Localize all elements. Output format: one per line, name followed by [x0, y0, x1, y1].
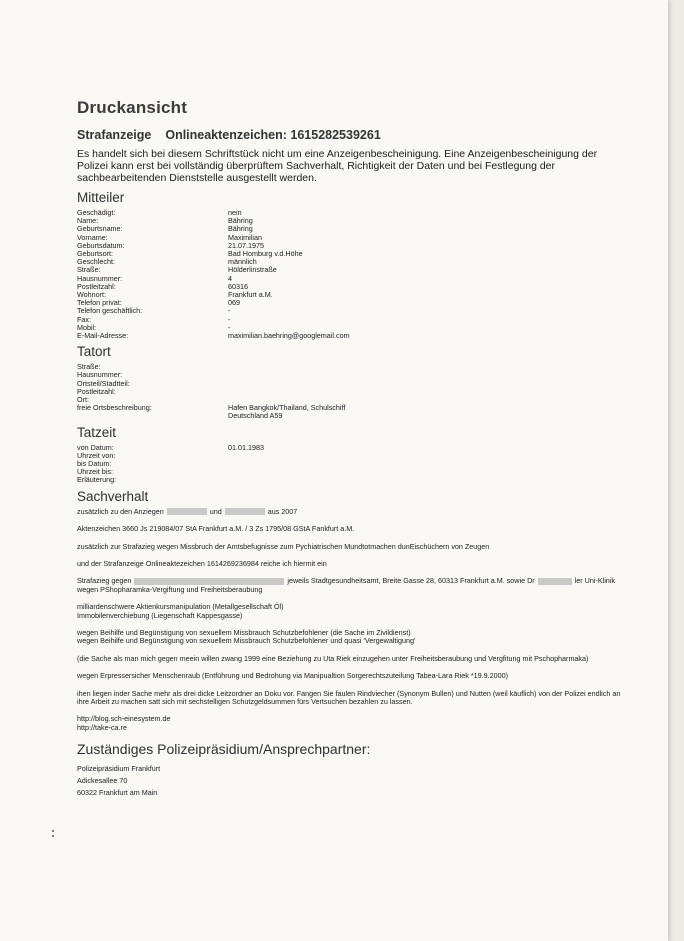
police-city: 60322 Frankfurt am Main [77, 788, 158, 798]
redaction-block [225, 508, 265, 515]
field-label: Postleitzahl: [77, 281, 116, 291]
sachverhalt-text: Strafazieg gegen [77, 576, 132, 586]
sachverhalt-text: zusätzlich zu den Anziegen [77, 506, 164, 516]
field-value: Hölderlinstraße [228, 265, 277, 275]
field-label: Geschlecht: [77, 257, 115, 267]
field-label: Telefon geschäftlich: [77, 306, 143, 316]
sachverhalt-paragraph: ihen liegen inder Sache mehr als drei dicke Leitzordner an Doku vor. Fangen Sie faulen Rindviecher (Synonym Bullen) und Nutten (weil käuflich) von der Polizei endlich an ihre Arbeit zu machen satt sich mit sechstelligen Schutzgeldsummen fürs Vertsuchen bezahlen zu lassen. [77, 688, 621, 706]
field-label: Fax: [77, 314, 91, 324]
sachverhalt-text: und [209, 506, 222, 516]
field-label: Mobil: [77, 322, 97, 332]
field-label: Wohnort: [77, 290, 107, 300]
field-label: Straße: [77, 362, 101, 372]
field-label: Geburtsort: [77, 249, 113, 259]
field-label: Postleitzahl: [77, 386, 116, 396]
field-label: Straße: [77, 265, 101, 275]
field-value [228, 371, 625, 379]
mitteiler-fields [77, 209, 625, 340]
case-number: 1615282539261 [290, 128, 381, 142]
field-label: Geburtsdatum: [77, 240, 125, 250]
field-label: E-Mail-Adresse: [77, 331, 129, 341]
case-number-label: Onlineaktenzeichen: [165, 128, 287, 142]
field-value: nein [228, 208, 242, 217]
document-content [77, 98, 625, 799]
field-value: männlich [228, 257, 257, 267]
field-label: bis Datum: [77, 459, 112, 469]
case-number-line [165, 128, 380, 142]
field-label: Uhrzeit bis: [77, 467, 113, 477]
sachverhalt-paragraph: (die Sache als man mich gegen meein willen zwang 1999 eine Beziehung zu Uta Riek einzugehen unter Freiheitsberaubung und Vergfitung mit Pschopharmaka) [77, 653, 589, 663]
field-value [228, 476, 625, 484]
scan-speck [52, 835, 54, 837]
page-title: Druckansicht [77, 98, 188, 117]
sachverhalt-paragraph: wegen Beihilfe und Begünstigung von sexuellem Missbrauch Schutzbefohlener (die Sache im Zivildienst) wegen Beihilfe und Begünstigung von sexuellem Missbrauch Schutzbefohlener und quasi 'Vergewaltigung' [77, 627, 416, 646]
field-value: 069 [228, 298, 240, 308]
field-value: Frankfurt a.M. [228, 290, 273, 300]
field-value [228, 380, 625, 388]
field-value: - [228, 314, 231, 324]
section-heading-sachverhalt: Sachverhalt [77, 488, 149, 504]
field-value: - [228, 306, 231, 316]
field-label: Geschädigt: [77, 208, 116, 217]
field-value: 4 [228, 273, 232, 283]
sachverhalt-paragraph [77, 577, 625, 594]
intro-text: Es handelt sich bei diesem Schriftstück nicht um eine Anzeigenbescheinigung. Eine Anzeigenbescheinigung der Polizei kann erst bei vollständig überprüftem Sachverhalt, Richtigkeit der Daten und bei Festlegung der sachbearbeitenden Dienststelle ausgestellt werden. [77, 148, 598, 184]
field-value: 60316 [228, 281, 248, 291]
field-value: Maximilian [228, 232, 262, 242]
field-value [228, 468, 625, 476]
sachverhalt-paragraph: zusätzlich zur Strafazieg wegen Missbruch der Amtsbefugnisse zum Pychiatrischen Mundtotmachen dunEischüchern von Zeugen [77, 541, 490, 551]
sachverhalt-paragraph: und der Strafanzeige Onlineaktezeichen 1614269236984 reiche ich hiermit ein [77, 558, 327, 568]
field-label: Vorname: [77, 232, 108, 242]
sachverhalt-text: jeweils Stadtgesundheitsamt, Breite Gasse 28, 60313 Frankfurt a.M. sowie Dr [287, 576, 535, 586]
field-value: Bähring [228, 216, 253, 226]
sachverhalt-paragraph [77, 508, 625, 516]
section-heading-mitteiler: Mitteiler [77, 190, 125, 205]
sachverhalt-paragraph: Aktenzeichen 3660 Js 219084/07 StA Frankfurt a.M. / 3 Zs 1795/08 GStA Fankfurt a.M. [77, 524, 355, 534]
field-label: Telefon privat: [77, 298, 122, 308]
field-label: Hausnummer: [77, 273, 123, 283]
police-address [77, 763, 625, 799]
field-value: - [228, 322, 231, 332]
police-street: Adickesallee 70 [77, 776, 128, 786]
tatzeit-fields [77, 444, 625, 485]
tatort-fields [77, 363, 625, 420]
section-heading-tatort: Tatort [77, 344, 111, 360]
sachverhalt-paragraph: milliardenschwere Aktienkursmanipulation (Metallgesellschaft Öl) Immobilenverchiebung (Liegenschaft Kappesgasse) [77, 602, 284, 620]
redaction-block [538, 578, 572, 585]
field-label: Ortsteil/Stadtteil: [77, 378, 130, 388]
field-label: Hausnummer: [77, 370, 123, 380]
redaction-block [167, 508, 207, 515]
section-heading-police: Zuständiges Polizeipräsidium/Ansprechpartner: [77, 741, 371, 758]
field-label: Uhrzeit von: [77, 450, 116, 460]
field-value: 21.07.1975 [228, 240, 264, 250]
sachverhalt-text: ler Uni-Klinik wegen PShopharamka-Vergiftung und Freiheitsberaubung [77, 576, 615, 594]
police-name: Polizeipräsidium Frankfurt [77, 764, 161, 774]
field-label: Geburtsname: [77, 224, 123, 234]
case-subtitle [77, 128, 625, 142]
field-value: Hafen Bangkok/Thailand, Schulschiff Deutschland A59 [228, 403, 346, 421]
field-label: freie Ortsbeschreibung: [77, 403, 152, 413]
field-label: Name: [77, 216, 99, 226]
field-label: Erläuterung: [77, 475, 117, 485]
field-value [228, 363, 625, 371]
field-label: Ort: [77, 395, 89, 405]
sachverhalt-text: aus 2007 [267, 506, 298, 516]
field-value [228, 452, 625, 460]
field-value: Bähring [228, 224, 253, 234]
field-value [228, 388, 625, 396]
scan-speck [52, 830, 54, 832]
sachverhalt-paragraph: wegen Erpressersicher Menschenraub (Entführung und Bedrohung via Manipualtion Sorgerechtszuteilung Tabea-Lara Riek *19.9.2000) [77, 671, 508, 681]
section-heading-tatzeit: Tatzeit [77, 424, 117, 440]
report-type: Strafanzeige [77, 128, 152, 142]
field-value: Bad Homburg v.d.Höhe [228, 249, 303, 259]
field-value [228, 460, 625, 468]
field-label: von Datum: [77, 442, 114, 452]
sachverhalt-body [77, 508, 625, 733]
field-value: maximilian.baehring@googlemail.com [228, 331, 350, 341]
field-value: 01.01.1983 [228, 442, 264, 452]
sachverhalt-links: http://blog.sch-einesystem.de http://take-ca.re [77, 714, 171, 732]
